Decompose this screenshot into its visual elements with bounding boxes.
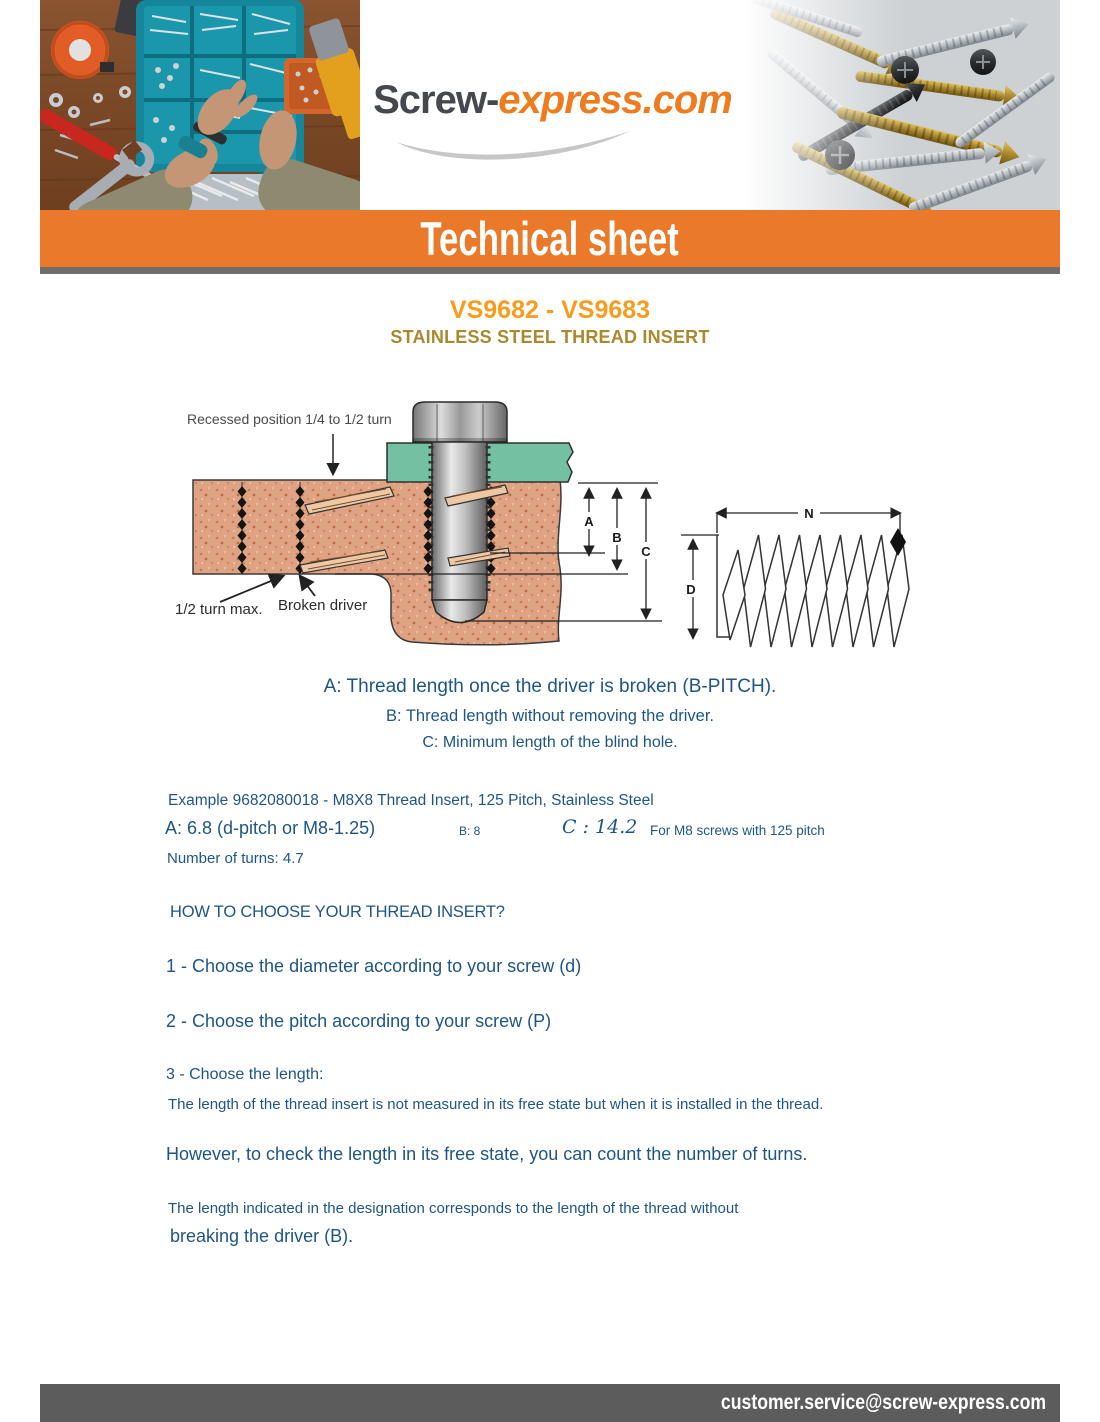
thread-insert-diagram [150, 390, 920, 690]
coil-insert-figure [681, 504, 909, 647]
footer-bar [40, 1384, 1060, 1422]
howto-step-3: 3 - Choose the length: [166, 1066, 324, 1083]
example-pitch-note: For M8 screws with 125 pitch [650, 823, 825, 838]
dim-c-label: C [641, 544, 651, 559]
definition-a: A: Thread length once the driver is broken (B-PITCH). [323, 676, 777, 697]
banner [40, 210, 1060, 267]
banner-title: Technical sheet [420, 212, 680, 265]
hex-head [413, 402, 507, 442]
definition-b: B: Thread length without removing the driver. [385, 707, 715, 725]
example-c-value: C : 14.2 [562, 816, 638, 838]
dim-n-label: N [804, 506, 814, 521]
logo-swoosh [388, 128, 638, 164]
product-codes: VS9682 - VS9683 [449, 296, 651, 324]
technical-diagram [150, 390, 920, 690]
banner-divider [40, 267, 1060, 274]
example-a-value: A: 6.8 (d-pitch or M8-1.25) [165, 818, 376, 838]
example-b-value: B: 8 [459, 824, 481, 838]
half-turn-arrow [220, 576, 283, 602]
example-headline: Example 9682080018 - M8X8 Thread Insert, 125 Pitch, Stainless Steel [168, 792, 654, 809]
example-turns: Number of turns: 4.7 [167, 850, 304, 867]
half-turn-label: 1/2 turn max. [175, 601, 263, 618]
coil-loops [723, 535, 909, 647]
screws-photo [745, 0, 1060, 210]
product-subtitle: STAINLESS STEEL THREAD INSERT [390, 327, 710, 347]
brand-logo [360, 78, 745, 123]
howto-heading: HOW TO CHOOSE YOUR THREAD INSERT? [170, 903, 505, 921]
howto-step-1: 1 - Choose the diameter according to your screw (d) [166, 956, 582, 976]
dim-a-label: A [584, 514, 594, 529]
recessed-position-label: Recessed position 1/4 to 1/2 turn [187, 411, 392, 427]
footer-email: customer.service@screw-express.com [720, 1391, 1046, 1414]
logo-prefix: Screw- [373, 78, 499, 122]
logo-zone [360, 0, 745, 210]
length-note: The length of the thread insert is not measured in its free state but when it is installed in the thread. [168, 1096, 824, 1113]
logo-suffix: express.com [498, 78, 732, 122]
screws-photo-art [745, 0, 1060, 210]
workbench-photo [40, 0, 360, 210]
workbench-photo-art [40, 0, 360, 210]
broken-driver-label: Broken driver [278, 597, 368, 614]
dim-b-label: B [612, 530, 622, 545]
designation-note-line1: The length indicated in the designation corresponds to the length of the thread without [168, 1200, 739, 1217]
broken-driver-arrow [300, 576, 315, 596]
designation-note-line2: breaking the driver (B). [170, 1226, 354, 1246]
definition-c: C: Minimum length of the blind hole. [422, 734, 678, 751]
material-block [193, 480, 561, 645]
free-state-note: However, to check the length in its free state, you can count the number of turns. [166, 1144, 808, 1164]
dim-d-label: D [686, 582, 696, 597]
howto-step-2: 2 - Choose the pitch according to your screw (P) [166, 1011, 552, 1031]
